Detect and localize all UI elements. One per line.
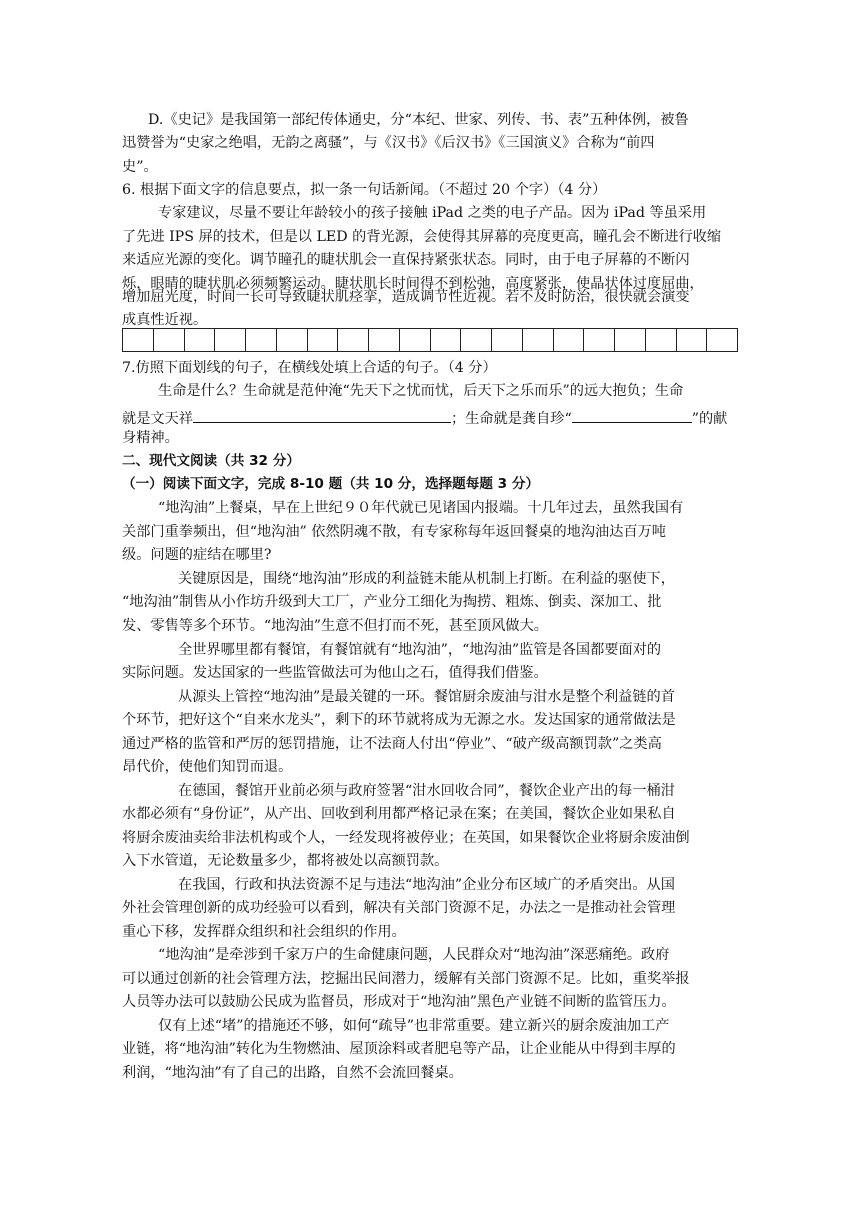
q7-line3: 身精神。 [122, 430, 179, 446]
passage-line: 从源头上管控“地沟油”是最关键的一环。餐馆厨余废油与泔水是整个利益链的首 [178, 689, 675, 705]
passage-line: 重心下移，发挥群众组织和社会组织的作用。 [122, 924, 406, 940]
q6-answer-cell[interactable] [584, 329, 615, 351]
q7-answer-blank-1[interactable] [193, 408, 451, 423]
passage-line: 利润，“地沟油”有了自己的出路，自然不会流回餐桌。 [122, 1065, 463, 1081]
passage-line: 实际问题。发达国家的一些监管做法可为他山之石，值得我们借鉴。 [122, 665, 548, 681]
passage-line: 全世界哪里都有餐馆，有餐馆就有“地沟油”，“地沟油”监管是各国都要面对的 [178, 642, 662, 658]
passage-line: 通过严格的监管和严厉的惩罚措施，让不法商人付出“停业”、“破产级高额罚款”之类高 [122, 736, 662, 752]
section2-sub1: （一）阅读下面文字，完成 8-10 题（共 10 分，选择题每题 3 分） [122, 476, 540, 492]
passage-line: 发、零售等多个环节。“地沟油”生意不但打而不死，甚至顶风做大。 [122, 618, 548, 634]
q6-passage-line3: 来适应光源的变化。调节瞳孔的睫状肌会一直保持紧张状态。同时，由于电子屏幕的不断闪 [122, 252, 690, 268]
q6-answer-cell[interactable] [646, 329, 677, 351]
q7-line2-end: ”的献 [691, 411, 728, 427]
section2-title: 二、现代文阅读（共 32 分） [122, 453, 300, 469]
passage-line: 在我国，行政和执法资源不足与违法“地沟油”企业分布区域广的矛盾突出。从国 [178, 877, 675, 893]
passage-line: 水都必须有“身份证”，从产出、回收到利用都严格记录在案；在美国，餐饮企业如果私自 [122, 806, 676, 822]
passage-line: 关部门重拳频出，但“地沟油” 依然阴魂不散，有专家称每年返回餐桌的地沟油达百万吨 [122, 524, 666, 540]
passage-line: 级。问题的症结在哪里? [122, 547, 272, 563]
q7-line2-start: 就是文天祥 [122, 411, 193, 427]
q6-answer-cell[interactable] [523, 329, 554, 351]
q5-option-d-line1: D.《史记》是我国第一部纪传体通史，分“本纪、世家、列传、书、表”五种体例，被鲁 [148, 112, 689, 128]
q7-line2 [122, 408, 727, 426]
q6-answer-cell[interactable] [277, 329, 308, 351]
q7-line2-mid: ；生命就是龚自珍“ [450, 411, 572, 427]
q6-answer-cell[interactable] [185, 329, 216, 351]
q6-answer-cell[interactable] [246, 329, 277, 351]
q6-passage-line2: 了先进 IPS 屏的技术，但是以 LED 的背光源，会使得其屏幕的亮度更高，瞳孔会不断进行收缩 [122, 229, 722, 245]
q6-answer-cell[interactable] [369, 329, 400, 351]
q7-prompt: 7.仿照下面划线的句子，在横线处填上合适的句子。（4 分） [122, 360, 497, 376]
q6-answer-grid[interactable] [122, 328, 738, 352]
q6-passage-line1: 专家建议，尽量不要让年龄较小的孩子接触 iPad 之类的电子产品。因为 iPad 等虽采用 [158, 205, 707, 221]
passage-line: “地沟油”上餐桌，早在上世纪９０年代就已见诸国内报端。十几年过去，虽然我国有 [158, 500, 684, 516]
q6-answer-cell[interactable] [554, 329, 585, 351]
q7-answer-blank-2[interactable] [572, 408, 692, 423]
q5-option-d-line2: 迅赞誉为“史家之绝唱，无韵之离骚”，与《汉书》《后汉书》《三国演义》合称为“前四 [122, 135, 655, 151]
passage-line: 个环节，把好这个“自来水龙头”，剩下的环节就将成为无源之水。发达国家的通常做法是 [122, 712, 676, 728]
passage-line: 人员等办法可以鼓励公民成为监督员，形成对于“地沟油”黑色产业链不间断的监管压力。 [122, 994, 676, 1010]
q6-answer-cell[interactable] [338, 329, 369, 351]
q6-passage-line5: 增加屈光度，时间一长可导致睫状肌痉挛，造成调节性近视。若不及时防治，很快就会演变 [122, 289, 690, 305]
q6-answer-cell[interactable] [400, 329, 431, 351]
passage-line: 在德国，餐馆开业前必须与政府签署“泔水回收合同”，餐饮企业产出的每一桶泔 [178, 783, 675, 799]
q6-answer-cell[interactable] [123, 329, 154, 351]
q6-prompt: 6. 根据下面文字的信息要点，拟一条一句话新闻。（不超过 20 个字）（4 分） [122, 182, 607, 198]
q5-option-d-line3: 史”。 [122, 159, 158, 175]
q6-answer-cell[interactable] [492, 329, 523, 351]
passage-line: “地沟油”制售从小作坊升级到大工厂，产业分工细化为掏捞、粗炼、倒卖、深加工、批 [122, 594, 662, 610]
passage-line: 入下水管道，无论数量多少，都将被处以高额罚款。 [122, 853, 449, 869]
q6-answer-cell[interactable] [677, 329, 708, 351]
q6-answer-cell[interactable] [615, 329, 646, 351]
q6-passage-line6: 成真性近视。 [122, 312, 208, 328]
q6-answer-cell[interactable] [461, 329, 492, 351]
q6-answer-cell[interactable] [707, 329, 737, 351]
q6-answer-cell[interactable] [215, 329, 246, 351]
passage-line: 业链，将“地沟油”转化为生物燃油、屋顶涂料或者肥皂等产品，让企业能从中得到丰厚的 [122, 1041, 676, 1057]
q6-passage-line4: 烁，眼睛的睫状肌必须频繁运动。睫状肌长时间得不到松弛，高度紧张，使晶状体过度屈曲， [122, 276, 704, 292]
passage-line: 将厨余废油卖给非法机构或个人，一经发现将被停业；在英国，如果餐饮企业将厨余废油倒 [122, 830, 690, 846]
passage-line: 昂代价，使他们知罚而退。 [122, 759, 293, 775]
passage-line: 仅有上述“堵”的措施还不够，如何“疏导”也非常重要。建立新兴的厨余废油加工产 [158, 1018, 670, 1034]
passage-line: “地沟油”是牵涉到千家万户的生命健康问题，人民群众对“地沟油”深恶痛绝。政府 [158, 947, 670, 963]
passage-line: 外社会管理创新的成功经验可以看到，解决有关部门资源不足，办法之一是推动社会管理 [122, 900, 676, 916]
q6-answer-cell[interactable] [431, 329, 462, 351]
q6-answer-cell[interactable] [308, 329, 339, 351]
q7-line1: 生命是什么？生命就是范仲淹“先天下之忧而忧，后天下之乐而乐”的远大抱负；生命 [158, 383, 684, 399]
q6-answer-cell[interactable] [154, 329, 185, 351]
passage-line: 关键原因是，围绕“地沟油”形成的利益链未能从机制上打断。在利益的驱使下， [178, 571, 675, 587]
passage-line: 可以通过创新的社会管理方法，挖掘出民间潜力，缓解有关部门资源不足。比如，重奖举报 [122, 971, 690, 987]
